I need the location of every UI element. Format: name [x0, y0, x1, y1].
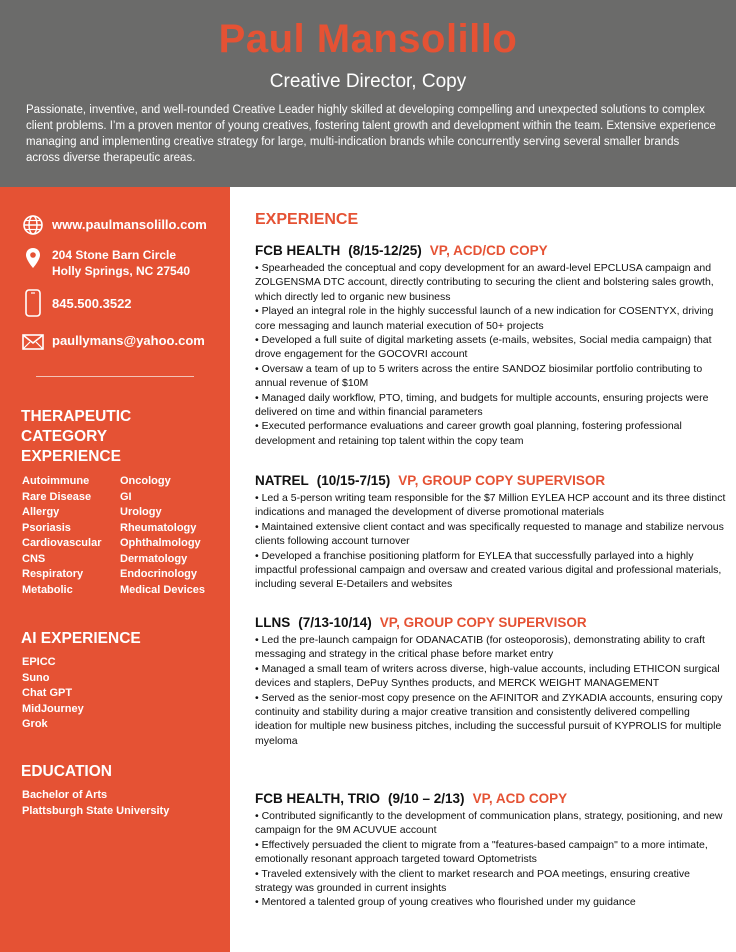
job-position: VP, GROUP COPY SUPERVISOR — [379, 615, 587, 630]
header-banner — [0, 0, 736, 187]
list-item: Medical Devices — [120, 583, 205, 596]
job-dates: (7/13-10/14) — [298, 615, 372, 630]
job-bullets — [255, 633, 727, 748]
therapeutic-heading-line2: CATEGORY — [21, 428, 108, 445]
therapeutic-list-col1 — [22, 474, 101, 598]
job-bullet: • Maintained extensive client contact and was specifically requested to manage and stabilize nervous clients following account turnover — [255, 520, 724, 548]
job-position: VP, ACD COPY — [472, 791, 568, 806]
job-bullet: • Executed performance evaluations and career growth goal planning, fostering professional development and retaining top talent within the copy team — [255, 420, 682, 447]
list-item: Allergy — [22, 506, 60, 518]
list-item: Grok — [22, 718, 48, 730]
list-item: Metabolic — [22, 583, 73, 596]
list-item: CNS — [22, 552, 46, 565]
job-bullet: • Played an integral role in the highly successful launch of a new indication for COSENTYX, driving core messaging and launch material execution of 50+ projects — [255, 305, 714, 332]
therapeutic-list-col2 — [120, 474, 205, 598]
ai-heading: AI EXPERIENCE — [21, 630, 141, 647]
job-entry — [255, 242, 727, 448]
email-link[interactable]: paullymans@yahoo.com — [52, 333, 205, 348]
job-dates: (10/15-7/15) — [316, 473, 391, 488]
therapeutic-heading-line3: EXPERIENCE — [21, 448, 121, 465]
job-bullets — [255, 809, 727, 910]
job-bullet: • Contributed significantly to the development of communication plans, strategy, positioning, and new campaign for the 9M ACUVUE account — [255, 810, 723, 837]
job-company: FCB HEALTH — [255, 243, 341, 258]
contact-website-row[interactable] — [22, 214, 207, 236]
list-item: Respiratory — [22, 568, 84, 580]
list-item: GI — [120, 490, 132, 503]
list-item: Endocrinology — [120, 568, 197, 580]
summary-paragraph: Passionate, inventive, and well-rounded Creative Leader highly skilled at developing compelling and unexpected solutions to complex client problems. I’m a proven mentor of young creatives, fostering talent growth and development within the team. Extensive experience managing and implementing creative strategy for large, multi-indication brands while concurrently serving several smaller brands across diverse therapeutic areas. — [26, 104, 716, 164]
ai-list — [22, 655, 84, 733]
address-line1: 204 Stone Barn Circle — [52, 248, 177, 262]
job-title-line — [255, 472, 727, 490]
job-bullet: • Spearheaded the conceptual and copy development for an award-level EPCLUSA campaign and ZOLGENSMA DTC account, directly contributing to securing the client and bolstering sales growth, which directly led to organic new business — [255, 262, 714, 303]
location-pin-icon — [22, 247, 44, 269]
job-bullet: • Developed a franchise positioning platform for EYLEA that successfully parlayed into a highly impactful professional campaign and oversaw and created various digital and professional materials, including several E-Detailers and websites — [255, 549, 722, 591]
education-heading: EDUCATION — [21, 763, 112, 780]
job-position: VP, ACD/CD COPY — [429, 243, 548, 258]
list-item: Psoriasis — [22, 521, 71, 534]
degree: Bachelor of Arts — [22, 789, 108, 801]
candidate-name: Paul Mansolillo — [218, 17, 518, 61]
list-item: Suno — [22, 671, 50, 684]
globe-icon — [22, 214, 44, 236]
job-bullets — [255, 261, 727, 448]
job-company: LLNS — [255, 615, 291, 630]
job-dates: (8/15-12/25) — [348, 243, 422, 258]
list-item: Ophthalmology — [120, 537, 201, 549]
address-line2: Holly Springs, NC 27540 — [52, 264, 191, 278]
job-bullet: • Led a 5-person writing team responsible for the $7 Million EYLEA HCP account and its three distinct indications and managed the development of diverse promotional materials — [255, 492, 726, 519]
job-bullet: • Served as the senior-most copy presence on the AFINITOR and ZYKADIA accounts, ensuring copy continuity and stability during a major creative transition and consistently delivered compelling ideation for multiple new business pitches, including the successful pursuit of KYPROLIS for multiple myeloma — [255, 691, 723, 747]
school: Plattsburgh State University — [22, 804, 170, 817]
job-position: VP, GROUP COPY SUPERVISOR — [398, 473, 606, 488]
list-item: Urology — [120, 506, 162, 518]
email-icon — [22, 331, 44, 353]
list-item: Cardiovascular — [22, 537, 102, 549]
website-link[interactable]: www.paulmansolillo.com — [52, 217, 207, 232]
job-bullet: • Developed a full suite of digital marketing assets (e-mails, websites, Social media campaign) that drove engagement for the GOCOVRI account — [255, 334, 712, 361]
list-item: Autoimmune — [22, 475, 90, 487]
sidebar — [0, 187, 230, 952]
job-entry — [255, 472, 727, 592]
job-bullet: • Mentored a talented group of young creatives who flourished under my guidance — [255, 896, 636, 909]
list-item: Oncology — [120, 475, 171, 487]
therapeutic-heading — [21, 407, 131, 467]
job-bullet: • Oversaw a team of up to 5 writers across the entire SANDOZ biosimilar portfolio contributing to annual revenue of $10M — [255, 362, 703, 390]
job-company: NATREL — [255, 473, 309, 488]
job-title-line — [255, 242, 727, 260]
job-dates: (9/10 – 2/13) — [388, 791, 465, 806]
job-bullet: • Managed a small team of writers across diverse, high-value accounts, including ETHICON surgical devices and staplers, DePuy Synthes products, and MERCK WEIGHT MANAGEMENT — [255, 662, 720, 690]
sidebar-divider — [36, 376, 194, 377]
job-title-line — [255, 790, 727, 808]
job-entry — [255, 790, 727, 910]
list-item: Rare Disease — [22, 490, 92, 503]
job-entry — [255, 614, 727, 748]
therapeutic-heading-line1: THERAPEUTIC — [21, 408, 132, 425]
education-details — [22, 788, 169, 819]
job-bullet: • Managed daily workflow, PTO, timing, and budgets for multiple accounts, ensuring projects were delivered on time and within financial parameters — [255, 391, 709, 419]
experience-section — [230, 187, 736, 952]
list-item: Dermatology — [120, 552, 188, 565]
job-bullet: • Led the pre-launch campaign for ODANACATIB (for osteoporosis), demonstrating ability to craft messaging and strategy in the critical phase before market entry — [255, 634, 705, 661]
contact-email-row[interactable] — [22, 331, 205, 353]
job-bullets — [255, 491, 727, 592]
candidate-role: Creative Director, Copy — [269, 71, 467, 92]
job-bullet: • Effectively persuaded the client to migrate from a "features-based campaign" to a more intimate, emotionally resonant approach targeted toward Optometrists — [255, 838, 708, 866]
contact-phone-row[interactable] — [22, 289, 132, 317]
job-bullet: • Traveled extensively with the client to market research and POA meetings, ensuring creative strategy was grounded in current insights — [255, 867, 690, 895]
address — [52, 247, 190, 279]
experience-heading: EXPERIENCE — [255, 211, 359, 228]
list-item: Rheumatology — [120, 521, 197, 534]
phone-icon — [22, 289, 44, 317]
contact-address-row — [22, 247, 190, 279]
job-company: FCB HEALTH, TRIO — [255, 791, 380, 806]
phone-number[interactable]: 845.500.3522 — [52, 296, 132, 311]
list-item: EPICC — [22, 656, 56, 668]
list-item: Chat GPT — [22, 687, 73, 699]
list-item: MidJourney — [22, 702, 84, 715]
job-title-line — [255, 614, 727, 632]
